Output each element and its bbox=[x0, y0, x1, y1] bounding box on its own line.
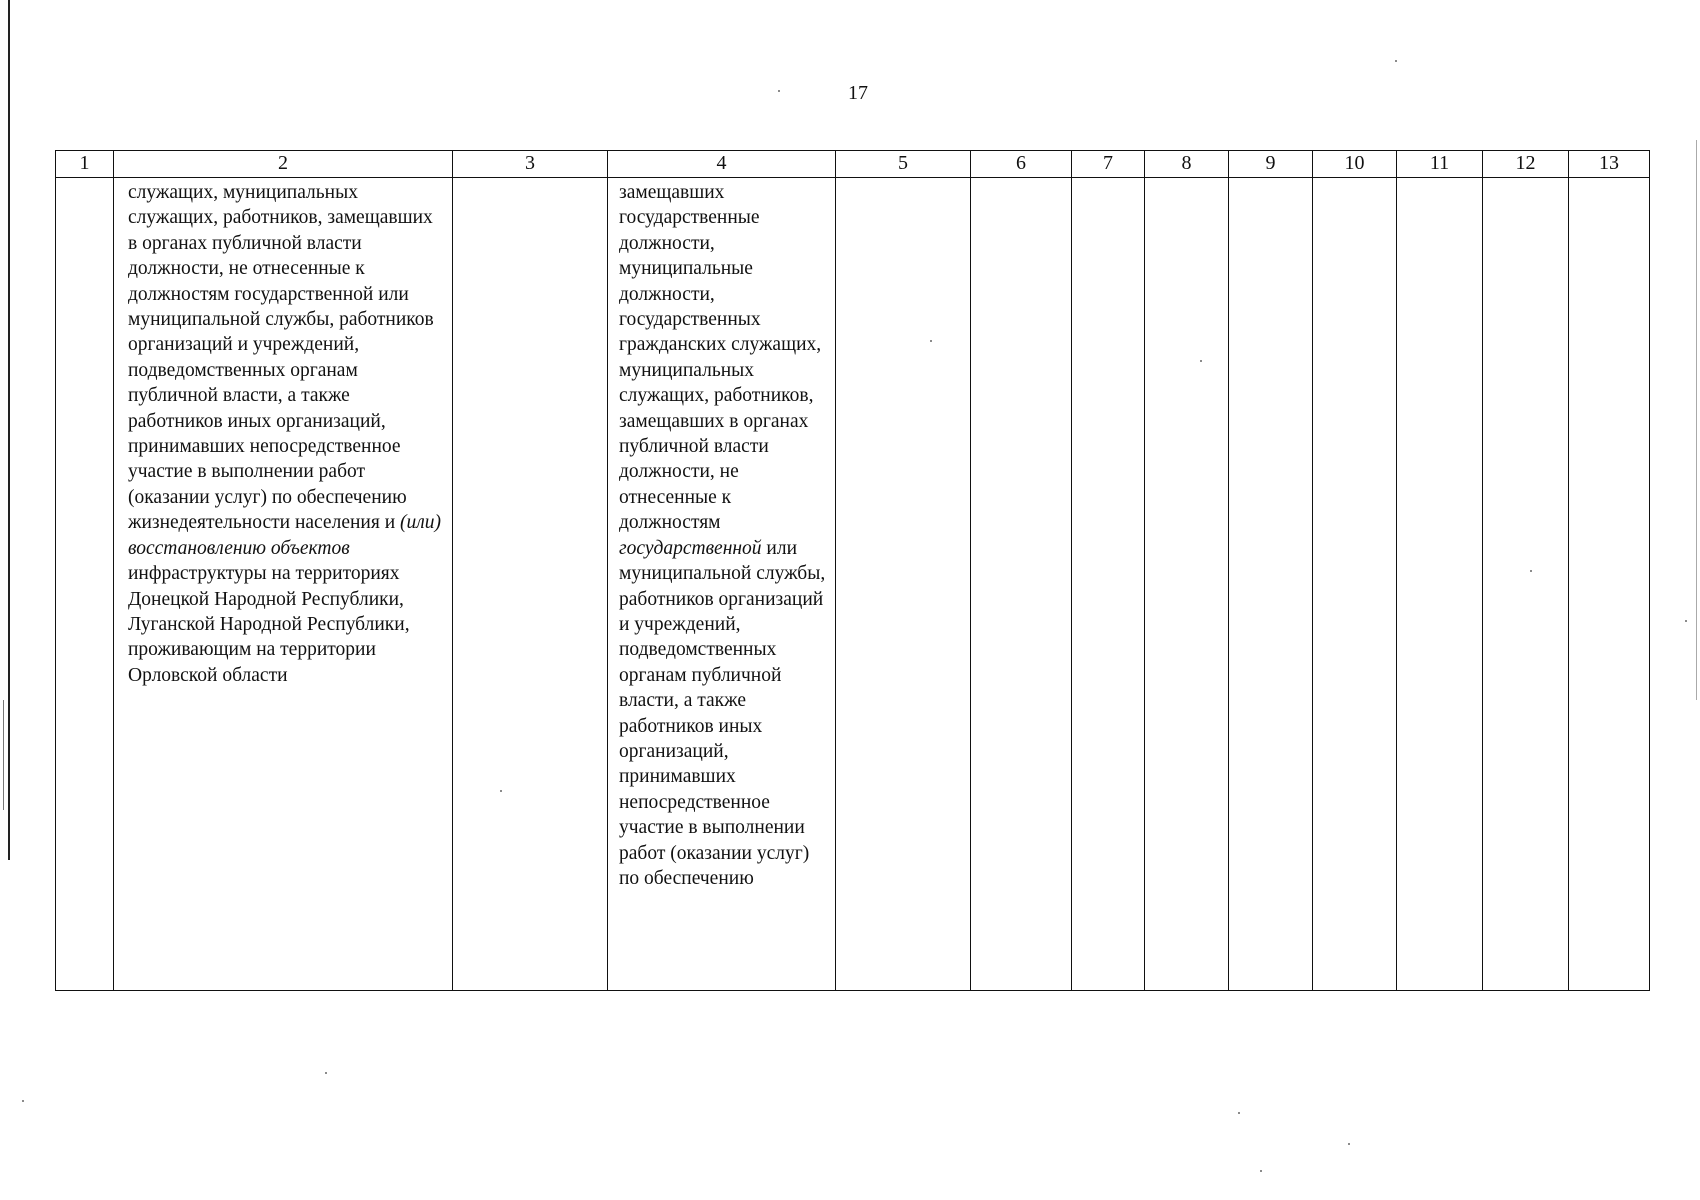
col4-text-italic: государственной bbox=[619, 537, 762, 559]
scan-speck bbox=[1395, 60, 1397, 62]
cell-col-5 bbox=[836, 178, 971, 991]
col2-text-italic: (или) восстановлению объектов bbox=[128, 512, 442, 559]
table-row bbox=[56, 178, 1650, 991]
cell-col-1 bbox=[56, 178, 114, 991]
page-number: 17 bbox=[848, 82, 868, 104]
page-right-edge bbox=[1696, 140, 1697, 700]
col4-text-main: замещавших государственные должности, муниципальные должности, государственных гражданских служащих, муниципальных служащих, работников, замещавших в органах публичной власти должности, не отнесенные к должностям bbox=[619, 182, 822, 534]
cell-col-10 bbox=[1313, 178, 1397, 991]
cell-col-6 bbox=[971, 178, 1072, 991]
scan-speck bbox=[22, 1100, 24, 1102]
scan-speck bbox=[500, 790, 502, 792]
scan-speck bbox=[1238, 1112, 1240, 1114]
column-header: 9 bbox=[1229, 151, 1313, 178]
scan-speck bbox=[1200, 360, 1202, 362]
data-table bbox=[55, 150, 1650, 991]
column-header: 12 bbox=[1483, 151, 1569, 178]
scan-speck bbox=[1530, 570, 1532, 572]
column-header: 3 bbox=[453, 151, 608, 178]
col2-text-tail: инфраструктуры на территориях Донецкой Народной Республики, Луганской Народной Республики, проживающим на территории Орловской области bbox=[128, 563, 410, 686]
column-header: 5 bbox=[836, 151, 971, 178]
cell-col-12 bbox=[1483, 178, 1569, 991]
column-header: 7 bbox=[1072, 151, 1145, 178]
table-header-row bbox=[56, 151, 1650, 178]
scan-speck bbox=[1685, 620, 1687, 622]
cell-col-3 bbox=[453, 178, 608, 991]
page-left-edge bbox=[8, 0, 10, 860]
cell-col-2 bbox=[114, 178, 453, 991]
col4-text-tail: или муниципальной службы, работников организаций и учреждений, подведомственных органам публичной власти, а также работников иных организаций, принимавших непосредственное участие в выполнении работ (оказании услуг) по обеспечению bbox=[619, 537, 826, 889]
scan-speck bbox=[930, 340, 932, 342]
scan-speck bbox=[1348, 1143, 1350, 1145]
scan-speck bbox=[778, 90, 780, 92]
cell-col-13 bbox=[1569, 178, 1650, 991]
cell-col-8 bbox=[1145, 178, 1229, 991]
col2-text-main: служащих, муниципальных служащих, работников, замещавших в органах публичной власти должности, не отнесенные к должностям государственной или муниципальной службы, работников организаций и учреждений, подведомственных органам публичной власти, а также работников иных организаций, принимавших непосредственное участие в выполнении работ (оказании услуг) по обеспечению жизнедеятельности населения и bbox=[128, 182, 434, 534]
cell-col-7 bbox=[1072, 178, 1145, 991]
column-header: 10 bbox=[1313, 151, 1397, 178]
column-header: 11 bbox=[1397, 151, 1483, 178]
scan-speck bbox=[325, 1072, 327, 1074]
column-header: 1 bbox=[56, 151, 114, 178]
cell-col-4 bbox=[608, 178, 836, 991]
column-header: 6 bbox=[971, 151, 1072, 178]
column-header: 4 bbox=[608, 151, 836, 178]
cell-col-9 bbox=[1229, 178, 1313, 991]
scan-speck bbox=[1260, 1170, 1262, 1172]
column-header: 8 bbox=[1145, 151, 1229, 178]
column-header: 2 bbox=[114, 151, 453, 178]
column-header: 13 bbox=[1569, 151, 1650, 178]
cell-col-11 bbox=[1397, 178, 1483, 991]
page-left-edge-shadow bbox=[3, 700, 4, 810]
